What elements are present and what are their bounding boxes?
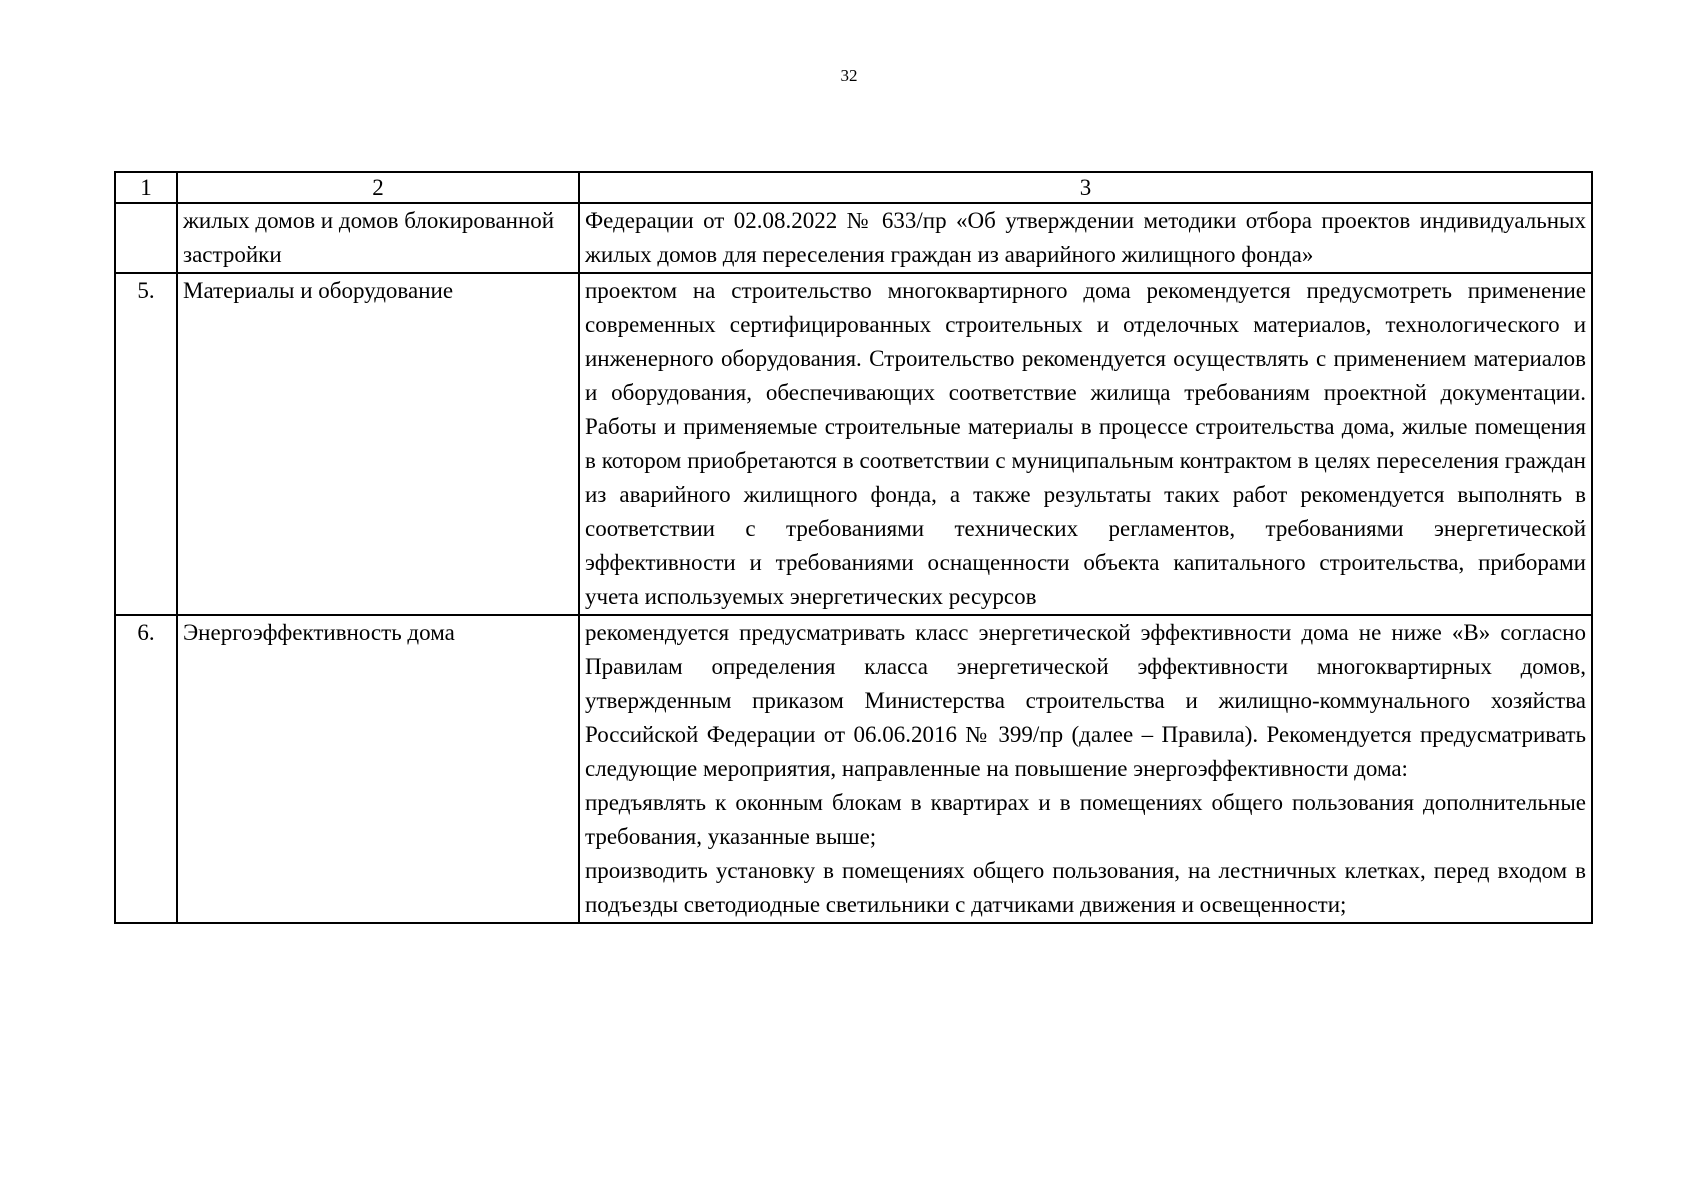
table-header-row: [115, 172, 1592, 203]
row-content-paragraph: рекомендуется предусматривать класс энергетической эффективности дома не ниже «В» согласно Правилам определения класса энергетической эффективности многоквартирных домов, утвержденным приказом Министерства строительства и жилищно-коммунального хозяйства Российской Федерации от 06.06.2016 № 399/пр (далее – Правила). Рекомендуется предусматривать следующие мероприятия, направленные на повышение энергоэффективности дома:: [585, 620, 1586, 781]
row-content-paragraph: производить установку в помещениях общего пользования, на лестничных клетках, перед входом в подъезды светодиодные светильники с датчиками движения и освещенности;: [585, 858, 1586, 917]
row-number: [115, 203, 177, 273]
row-content-paragraph: предъявлять к оконным блокам в квартирах и в помещениях общего пользования дополнительные требования, указанные выше;: [585, 790, 1586, 849]
row-content: [579, 273, 1592, 615]
row-content-paragraph: Федерации от 02.08.2022 № 633/пр «Об утверждении методики отбора проектов индивидуальных жилых домов для переселения граждан из аварийного жилищного фонда»: [585, 208, 1586, 267]
column-number-3: 3: [579, 172, 1592, 203]
row-title: Энергоэффективность дома: [177, 615, 579, 923]
row-number: 5.: [115, 273, 177, 615]
row-content: [579, 203, 1592, 273]
table-row: [115, 615, 1592, 923]
column-number-2: 2: [177, 172, 579, 203]
row-content-paragraph: проектом на строительство многоквартирного дома рекомендуется предусмотреть применение современных сертифицированных строительных и отделочных материалов, технологического и инженерного оборудования. Строительство рекомендуется осуществлять с применением материалов и оборудования, обеспечивающих соответствие жилища требованиям проектной документации. Работы и применяемые строительные материалы в процессе строительства дома, жилые помещения в котором приобретаются в соответствии с муниципальным контрактом в целях переселения граждан из аварийного жилищного фонда, а также результаты таких работ рекомендуется выполнять в соответствии с требованиями технических регламентов, требованиями энергетической эффективности и требованиями оснащенности объекта капитального строительства, приборами учета используемых энергетических ресурсов: [585, 278, 1586, 609]
table-row: [115, 203, 1592, 273]
row-content: [579, 615, 1592, 923]
row-number: 6.: [115, 615, 177, 923]
row-title: жилых домов и домов блокированной застройки: [177, 203, 579, 273]
row-title: Материалы и оборудование: [177, 273, 579, 615]
table-row: [115, 273, 1592, 615]
document-table: [114, 171, 1593, 924]
column-number-1: 1: [115, 172, 177, 203]
page-number: 32: [840, 66, 858, 85]
